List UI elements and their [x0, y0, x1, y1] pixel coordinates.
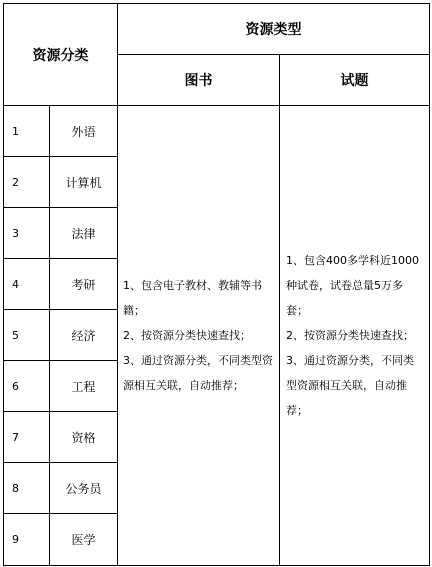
category-name: 资格 — [50, 412, 118, 463]
tests-description — [280, 106, 430, 566]
category-name: 外语 — [50, 106, 118, 157]
row-index: 7 — [4, 412, 50, 463]
books-description-item: 1、包含电子教材、教辅等书籍； — [123, 279, 262, 317]
category-name: 经济 — [50, 310, 118, 361]
resource-table — [3, 3, 430, 566]
row-index: 6 — [4, 361, 50, 412]
tests-description-item: 1、包含400多学科近1000种试卷，试卷总量5万多套； — [286, 254, 419, 317]
category-name: 考研 — [50, 259, 118, 310]
tests-description-item: 2、按资源分类快速查找； — [286, 329, 414, 342]
row-index: 3 — [4, 208, 50, 259]
row-index: 5 — [4, 310, 50, 361]
category-header: 资源分类 — [4, 4, 118, 106]
row-index: 1 — [4, 106, 50, 157]
category-name: 公务员 — [50, 463, 118, 514]
type-header: 资源类型 — [118, 4, 430, 55]
row-index: 2 — [4, 157, 50, 208]
category-name: 医学 — [50, 514, 118, 566]
category-name: 法律 — [50, 208, 118, 259]
books-description — [118, 106, 280, 566]
tests-description-item: 3、通过资源分类，不同类型资源相互关联，自动推荐； — [286, 354, 414, 417]
books-description-item: 2、按资源分类快速查找； — [123, 329, 251, 342]
category-name: 计算机 — [50, 157, 118, 208]
row-index: 8 — [4, 463, 50, 514]
column-header-tests: 试题 — [280, 55, 430, 106]
column-header-books: 图书 — [118, 55, 280, 106]
category-name: 工程 — [50, 361, 118, 412]
row-index: 9 — [4, 514, 50, 566]
books-description-item: 3、通过资源分类，不同类型资源相互关联，自动推荐； — [123, 354, 273, 392]
row-index: 4 — [4, 259, 50, 310]
